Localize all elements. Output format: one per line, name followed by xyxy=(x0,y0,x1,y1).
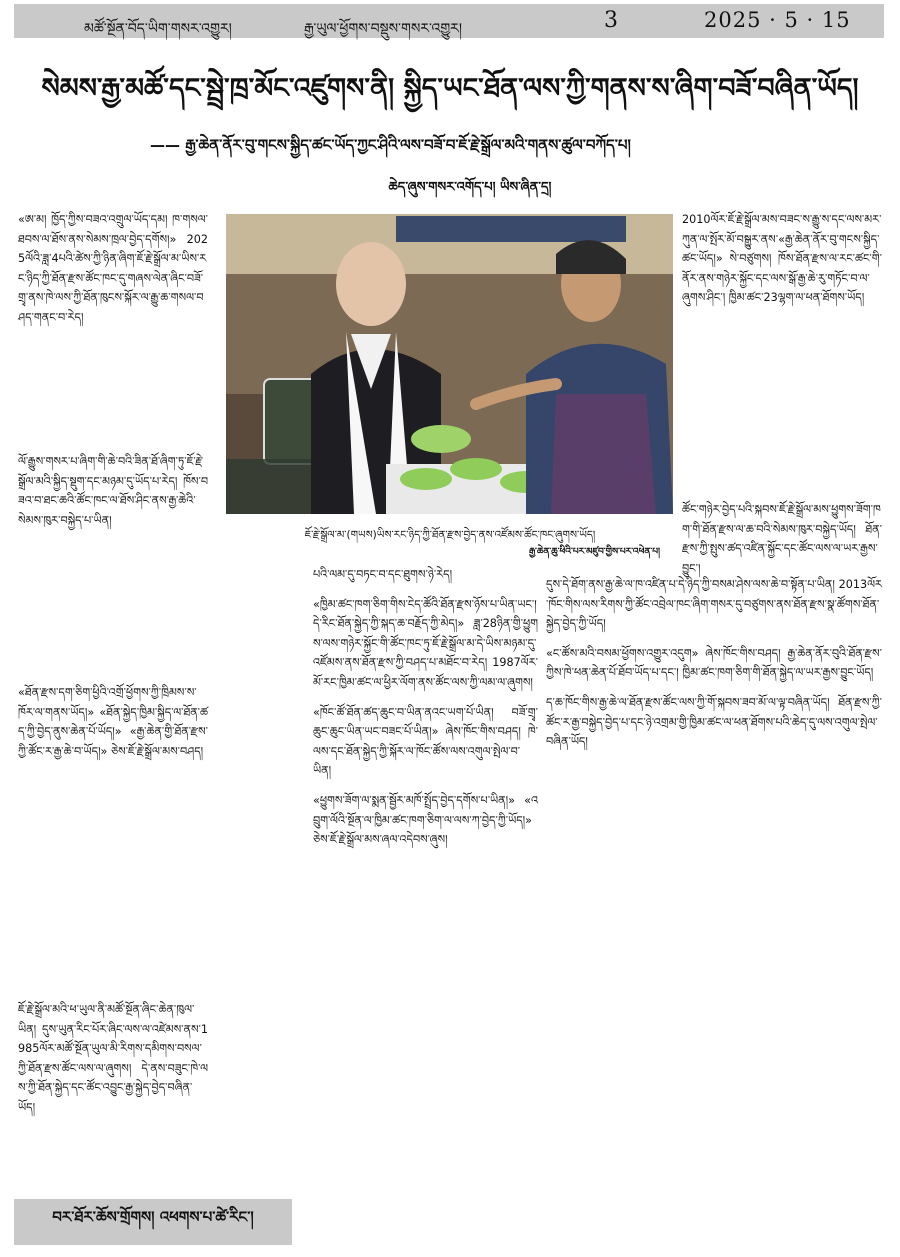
column-2-paragraph-2: «ཁྱིམ་ཚང་ཁག་ཅིག་གིས་ངེད་ཚོའི་ཐོན་རྫས་ཉོས་པ་ཡིན་ཡང་། དེ་རིང་ཐོན་སྐྱེད་ཀྱི་སྐད་ཆ་བརྗོད་ཀྱི་མེད།» ཟླ་28ཉིན་གྱི་ཕྱུགས་ལས་གཉེར་སྐྱོང་གི་ཚོང་ཁང་ཏུ་ཇོ་རྗེ་སྒྲོལ་མ་དེ་ཡིས་མཉམ་དུ་འཛོམས་ནས་ཐོན་རྫས་ཀྱི་བཤད་པ་མཐོང་བ་རེད། 1987ལོར་མོ་རང་ཁྱིམ་ཚང་ལ་ཕྱིར་ལོག་ནས་ཚོང་ལས་ཀྱི་ལམ་ལ་ཞུགས། xyxy=(313,597,538,689)
footer-credit-box xyxy=(14,1199,292,1245)
column-3-text xyxy=(546,575,882,752)
column-1-paragraph-3: «ཐོན་རྫས་དག་ཅིག་ཕྱིའི་འགྲོ་ཕྱོགས་ཀྱི་ཁྲིམས་ས་ཁོར་ལ་གནས་ཡོད།» «ཐོན་སྐྱེད་ཁྱིམ་སྐྱིད་ལ་ཐོན་ཚད་ཀྱི་བྱེད་ནུས་ཆེན་པོ་ཡོད།» «རྒྱ་ཆེན་གྱི་ཐོན་རྫས་ཀྱི་ཚོང་ར་རྒྱ་ཆེ་བ་ཡོད།» ཅེས་ཇོ་རྗེ་སྒྲོལ་མས་བཤད། xyxy=(18,686,208,758)
article-photo xyxy=(226,214,673,514)
column-2-paragraph-1: པའི་ལམ་དུ་བཏང་བ་དང་ཐུགས་ཉེ་རེད། xyxy=(313,568,453,581)
column-4-paragraph-1: 2010ལོར་ཇོ་རྗེ་སྒྲོལ་མས་བཟང་ས་རྒྱུ་ས་དང་ལས་མར་ཀུན་ལ་སྤོར་མོ་བསྒྱུར་ནས་«རྒྱ་ཆེན་ནོར་བུ་གངས་སྐྱིད་ཚང་ཡོད།» སེ་བཙུགས། ཁོས་ཐོན་རྫས་ལ་རང་ཚང་གི་ནོར་ནས་གཉེར་སྐྱོང་དང་ལས་སྒོ་རྒྱ་ཆེ་རུ་གཏོང་བ་ལ་ཞུགས་ཤིང་། ཁྱིམ་ཚང་23ལྷག་ལ་ཕན་ཐོགས་ཡོད། xyxy=(682,213,882,305)
page-header xyxy=(14,4,884,38)
section-name: རྒྱ་ཡུལ་ཕྱོགས་བསྡུས་གསར་འགྱུར། xyxy=(304,21,463,37)
column-2-paragraph-4: «ཕྱུགས་ཟོག་ལ་སྨན་སྦྱོར་མཁོ་སྤྲོད་བྱེད་དགོས་པ་ཡིན།» «འབྲུག་ལོའི་སྔོན་ལ་ཁྱིམ་ཚང་ཁག་ཅིག་ལ་ལས་ཀ་བྱེད་ཀྱི་ཡོད།» ཅེས་ཇོ་རྗེ་སྒྲོལ་མས་ཞལ་འདེབས་ཞུས། xyxy=(313,793,538,847)
column-1-paragraph-4: ཇོ་རྗེ་སྒྲོལ་མའི་ཕ་ཡུལ་ནི་མཚོ་སྔོན་ཞིང་ཆེན་ཁུལ་ཡིན། དུས་ཡུན་རིང་པོར་ཞིང་ལས་ལ་འཛེམས་ནས་1985ལོར་མཚོ་སྔོན་ཡུལ་མི་རིགས་དམིགས་བསལ་ཀྱི་ཐོན་རྫས་ཚོང་ལས་ལ་ཞུགས། དེ་ནས་བཟུང་ཁེ་ལས་ཀྱི་ཐོན་སྐྱེད་དང་ཚོང་འབྱུང་རྒྱ་སྐྱེད་བྱེད་བཞིན་ཡོད། xyxy=(18,1003,208,1114)
column-2-text xyxy=(313,565,538,850)
photo-credit: རྒྱ་ཆེན་ཆུ་ཕིའི་པར་མཛུབ་གྱིས་པར་འཕེན་པ། xyxy=(528,547,660,557)
column-3-paragraph-1: དུས་དེ་ཐོག་ནས་རྒྱ་ཆེ་ལ་ཁ་འཛིན་པ་དེ་ཉིད་ཀྱི་བསམ་ཤེས་ལས་ཆེ་བ་སྟོན་པ་ཡིན། 2013ལོར་ཁོང་གིས་ལས་རིགས་ཀྱི་ཚོང་འབྲེལ་ཁང་ཞིག་གསར་དུ་བཙུགས་ནས་ཐོན་རྫས་སྣ་ཚོགས་ཐོན་སྐྱེད་བྱེད་ཀྱི་ཡོད། xyxy=(546,578,882,631)
photo-caption: ཇོ་རྗེ་སྒྲོལ་མ་(གཡས)ཡིས་རང་ཉིད་ཀྱི་ཐོན་རྫས་བྱེད་ནས་འཛོམས་ཚོང་ཁང་ཞུགས་ཡོད། xyxy=(304,529,596,541)
footer-credit: བར་ཐོར་ཆོས་གྲོགས། འཕགས་པ་ཚེ་རིང་། xyxy=(52,1208,254,1226)
column-3-paragraph-3: ད་ཆ་ཁོང་གིས་རྒྱ་ཆེ་ལ་ཐོན་རྫས་ཚོང་ལས་ཀྱི་གོ་སྐབས་ཟབ་མོ་ལ་ལྟ་བཞིན་ཡོད། ཐོན་རྫས་ཀྱི་ཚོང་ར་རྒྱ་བསྐྱེད་བྱེད་པ་དང་ཉེ་འགྲམ་གྱི་ཁྱིམ་ཚང་ལ་ཕན་ཐོགས་པའི་ཆེད་དུ་ལས་འགུལ་སྤེལ་བཞིན་ཡོད། xyxy=(546,695,882,749)
article-author: ཆེད་ཞུས་གསར་འགོད་པ། ཡིས་ཞིན་དྲ། xyxy=(388,180,552,195)
photo-illustration xyxy=(226,214,673,514)
column-1-paragraph-2: ལོ་རྒྱུས་གསར་པ་ཞིག་གི་ཆེ་བའི་ཟིན་ཐོ་ཞིག་ཏུ་ཇོ་རྗེ་སྒྲོལ་མའི་སྐྱིད་སྡུག་དང་མཉམ་དུ་ཡོད་པ་རེད། ཁོས་བཟའ་བ་ཐང་ཆའི་ཚོང་ཁང་ལ་ཐོས་ཤིང་ནས་རྒྱ་ཆེའི་སེམས་ཁུར་བསྐྱེད་པ་ཡིན། xyxy=(18,455,208,527)
issue-date: 2025 · 5 · 15 xyxy=(704,8,851,32)
column-3-paragraph-2: «ང་ཚོས་མའི་བསམ་ཕྱོགས་འགྱུར་འདུག» ཞེས་ཁོང་གིས་བཤད། རྒྱ་ཆེན་ནོར་བུའི་ཐོན་རྫས་ཀྱིས་ཁེ་ཕན་ཆེན་པོ་ཐོབ་ཡོད་པ་དང་། ཁྱིམ་ཚང་ཁག་ཅིག་གི་ཐོན་སྐྱེད་ལ་ཡར་རྒྱས་བྱུང་ཡོད། xyxy=(546,646,882,680)
column-4-paragraph-2: ཚོང་གཉེར་བྱེད་པའི་སྐབས་ཇོ་རྗེ་སྒྲོལ་མས་ཕྱུགས་ཟོག་ཁག་གི་ཐོན་རྫས་ལ་ཆ་བའི་སེམས་ཁུར་བསྐྱེད་ཡོད། ཐོན་རྫས་ཀྱི་སྤུས་ཚད་འཛིན་སྐྱོང་དང་ཚོང་ལས་ལ་ཡར་རྒྱས་བྱུང་། xyxy=(682,503,882,575)
paper-name: མཚོ་སྔོན་བོད་ཡིག་གསར་འགྱུར། xyxy=(84,21,232,37)
column-2-paragraph-3: «ཁོང་ཚོ་ཐོན་ཚད་ཆུང་བ་ཡིན་ནའང་ཡག་པོ་ཡིན། བཟོ་གྲྭ་ཆུང་ཆུང་ཡིན་ཡང་བཟང་པོ་ཡིན།» ཞེས་ཁོང་གིས་བཤད། ཁེ་ལས་དང་ཐོན་སྐྱེད་ཀྱི་སྐོར་ལ་ཁོང་ཚོས་ལས་འགུལ་སྤེལ་བ་ཡིན། xyxy=(313,705,538,778)
page-number: 3 xyxy=(604,8,618,33)
article-title: སེམས་རྒྱ་མཚོ་དང་སྦྲེ་ཁྲ་མོང་འཛུགས་ནི། སྐྱིད་ཡང་ཐོན་ལས་ཀྱི་གནས་ས་ཞིག་བཟོ་བཞིན་ཡོད། xyxy=(41,73,859,104)
article-subtitle: —— རྒྱ་ཆེན་ནོར་བུ་གངས་སྐྱིད་ཚང་ཡོད་ཀྱང་ཤིའི་ལས་བཟོ་བ་ཇོ་རྗེ་སྒྲོལ་མའི་གནས་ཚུལ་བཀོད་པ། xyxy=(150,136,631,154)
column-1-paragraph-1: «ཨ་མ། ཁྱོད་ཀྱིས་བཟའ་འགྲུལ་ཡོད་དམ། ཁ་གསལ་ཐབས་ལ་ཐོས་ནས་སེམས་ཁྲལ་བྱེད་དགོས།» 2025ལོའི་ཟླ་4པའི་ཚེས་ཀྱི་ཉིན་ཞིག་ཇོ་རྗེ་སྒྲོལ་མ་ཡིས་རང་ཉིད་ཀྱི་ཐོན་རྫས་ཚོང་ཁང་དུ་གཞས་ལེན་ཞིང་བཟོ་གྲྭ་ནས་ཁེ་ལས་ཀྱི་ཐོན་ཁུངས་སྐོར་ལ་རྒྱུ་ཆ་གསལ་བཤད་གནང་བ་རེད། xyxy=(18,213,208,324)
